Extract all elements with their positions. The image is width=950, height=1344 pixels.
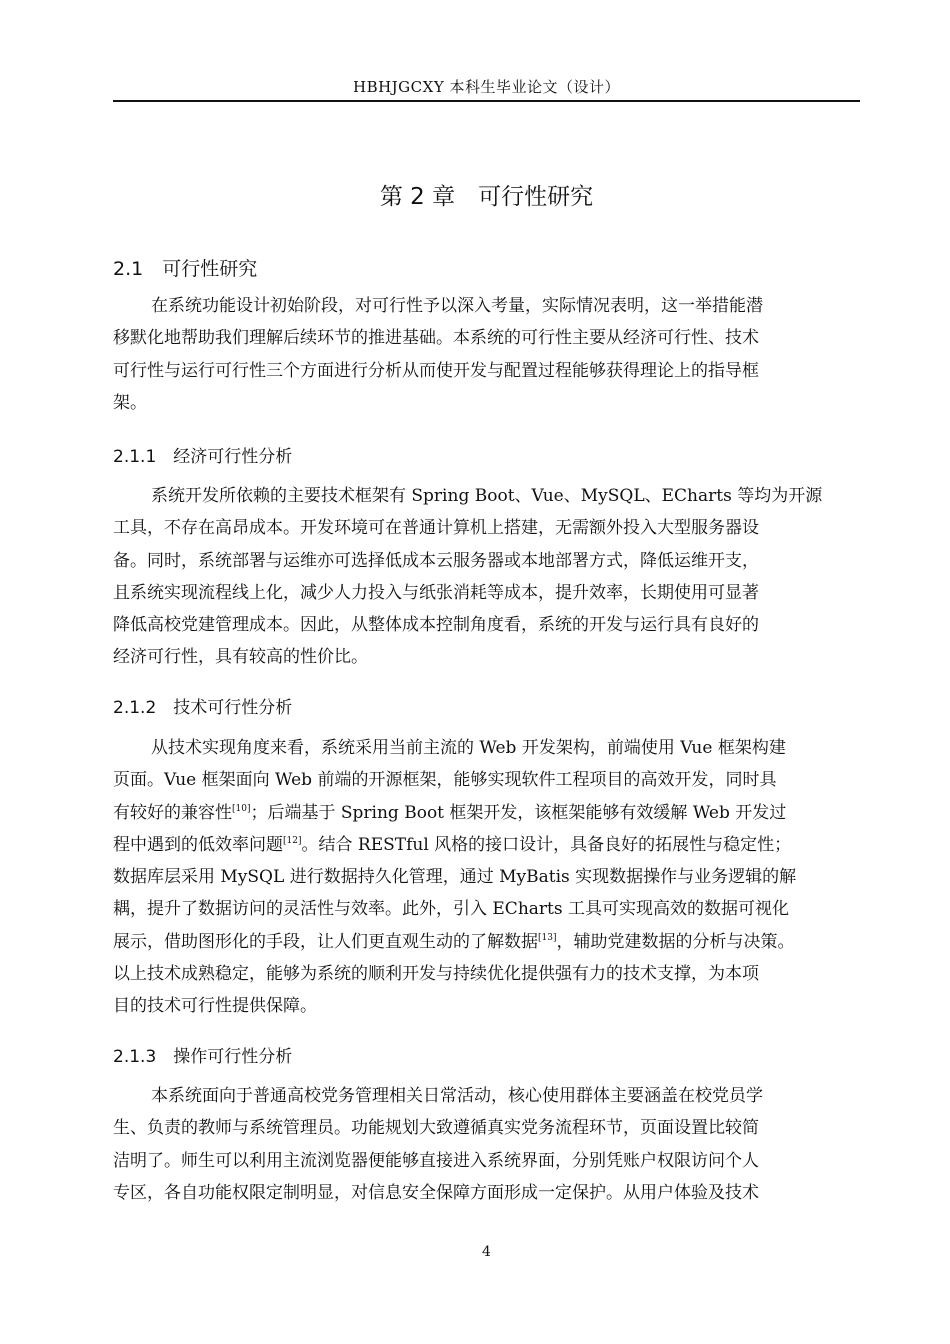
- text-run: ；后端基于 Spring Boot 框架开发，该框架能够有效缓解 Web 开发过: [250, 802, 787, 823]
- text-run: 有较好的兼容性: [113, 802, 232, 823]
- paragraph-line: 备。同时，系统部署与运维亦可选择低成本云服务器或本地部署方式，降低运维开支，: [113, 550, 759, 571]
- citation-ref: [10]: [232, 803, 251, 814]
- text-run: 程中遇到的低效率问题: [113, 834, 283, 855]
- paragraph-line: 数据库层采用 MySQL 进行数据持久化管理，通过 MyBatis 实现数据操作与业务逻辑的解: [113, 867, 797, 888]
- text-run: 展示，借助图形化的手段，让人们更直观生动的了解数据: [113, 931, 538, 952]
- paragraph-line: 以上技术成熟稳定，能够为系统的顺利开发与持续优化提供强有力的技术支撑，为本项: [113, 964, 759, 985]
- section-heading-2-1-3: 2.1.3 操作可行性分析: [113, 1047, 293, 1067]
- paragraph-line: 移默化地帮助我们理解后续环节的推进基础。本系统的可行性主要从经济可行性、技术: [113, 328, 759, 349]
- paragraph-line: 目的技术可行性提供保障。: [113, 996, 317, 1017]
- text-run: ，辅助党建数据的分析与决策。: [556, 931, 795, 952]
- citation-ref: [12]: [283, 835, 302, 846]
- paragraph-line: 生、负责的教师与系统管理员。功能规划大致遵循真实党务流程环节，页面设置比较简: [113, 1118, 759, 1139]
- running-header: HBHJGCXY 本科生毕业论文（设计）: [352, 78, 620, 96]
- paragraph-line: 耦，提升了数据访问的灵活性与效率。此外，引入 ECharts 工具可实现高效的数据可视化: [113, 899, 789, 920]
- paragraph-line: 降低高校党建管理成本。因此，从整体成本控制角度看，系统的开发与运行具有良好的: [113, 615, 759, 636]
- paragraph-line: [113, 926, 860, 958]
- paragraph-line: [113, 829, 860, 861]
- paragraph-line: 工具，不存在高昂成本。开发环境可在普通计算机上搭建，无需额外投入大型服务器设: [113, 518, 759, 539]
- paragraph-line: 洁明了。师生可以利用主流浏览器便能够直接进入系统界面，分别凭账户权限访问个人: [113, 1150, 759, 1171]
- header-rule: [113, 100, 860, 102]
- paragraph-line: 可行性与运行可行性三个方面进行分析从而使开发与配置过程能够获得理论上的指导框: [113, 360, 759, 381]
- section-heading-2-1-1: 2.1.1 经济可行性分析: [113, 447, 293, 467]
- paragraph-2-1-3: [113, 1080, 860, 1209]
- citation-ref: [13]: [538, 932, 557, 943]
- paragraph-line: [113, 797, 860, 829]
- paragraph-line: 系统开发所依赖的主要技术框架有 Spring Boot、Vue、MySQL、ECharts 等均为开源: [151, 486, 823, 506]
- page-number: 4: [482, 1244, 491, 1260]
- paragraph-line: 本系统面向于普通高校党务管理相关日常活动，核心使用群体主要涵盖在校党员学: [151, 1086, 763, 1106]
- paragraph-2-1-1: [113, 480, 860, 674]
- paragraph-line: 经济可行性，具有较高的性价比。: [113, 647, 368, 668]
- paragraph-line: 且系统实现流程线上化，减少人力投入与纸张消耗等成本，提升效率，长期使用可显著: [113, 582, 759, 603]
- section-heading-2-1: 2.1 可行性研究: [113, 258, 258, 280]
- text-run: 。结合 RESTful 风格的接口设计，具备良好的拓展性与稳定性；: [301, 834, 792, 855]
- paragraph-line: 专区，各自功能权限定制明显，对信息安全保障方面形成一定保护。从用户体验及技术: [113, 1182, 759, 1203]
- chapter-title: 第 2 章 可行性研究: [379, 184, 594, 210]
- paragraph-line: 架。: [113, 392, 147, 413]
- paragraph-line: 从技术实现角度来看，系统采用当前主流的 Web 开发架构，前端使用 Vue 框架构建: [151, 738, 786, 758]
- paragraph-2-1: [113, 290, 860, 419]
- paragraph-2-1-2: [113, 732, 860, 1023]
- paragraph-line: 页面。Vue 框架面向 Web 前端的开源框架，能够实现软件工程项目的高效开发，同时具: [113, 770, 777, 791]
- section-heading-2-1-2: 2.1.2 技术可行性分析: [113, 698, 293, 718]
- paragraph-line: 在系统功能设计初始阶段，对可行性予以深入考量，实际情况表明，这一举措能潜: [151, 296, 763, 316]
